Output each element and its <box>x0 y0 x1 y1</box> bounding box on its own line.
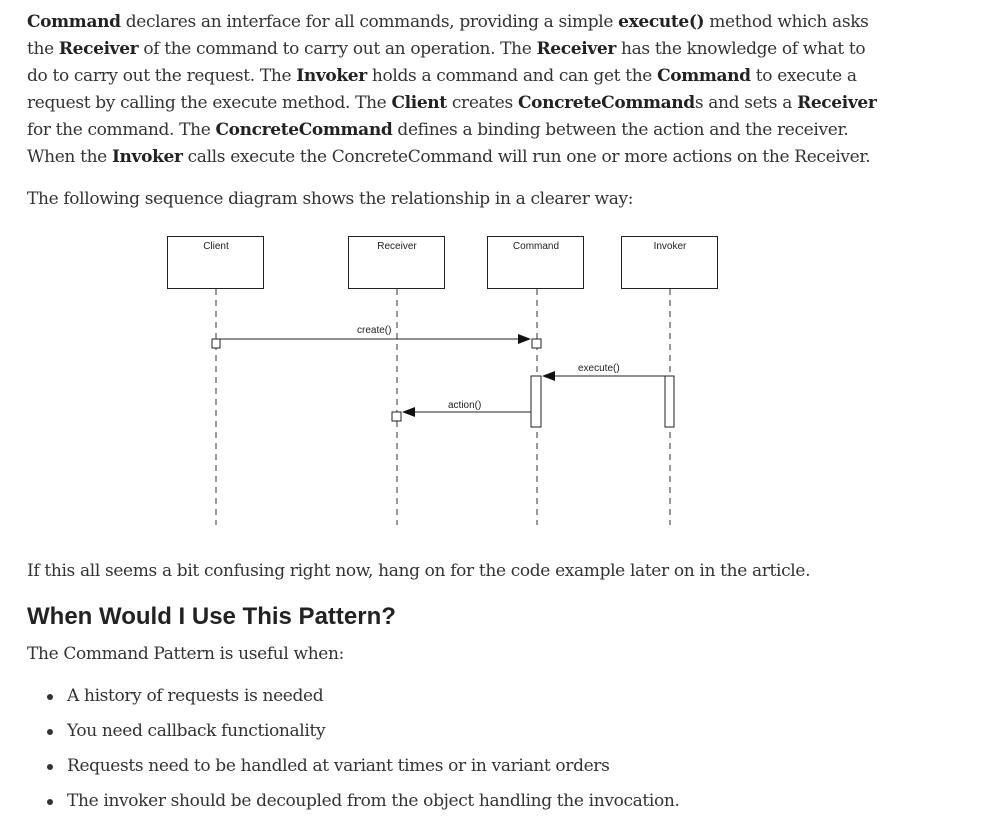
lifeline-label-client: Client <box>203 241 229 252</box>
lifeline-label-invoker: Invoker <box>653 241 687 252</box>
intro-paragraph: Command declares an interface for all commands, providing a simple execute() method which asks the Receiver of the command to carry out an operation. The Receiver has the knowledge of what to do to carry out the request. The Invoker holds a command and can get the Command to execute a request by calling the execute method. The Client creates ConcreteCommands and sets a Receiver for the command. The ConcreteCommand defines a binding between the action and the receiver. When the Invoker calls execute the ConcreteCommand will run one or more actions on the Receiver. <box>27 12 877 167</box>
term-invoker: Invoker <box>111 147 183 167</box>
bullet-icon <box>47 799 53 805</box>
activation-receiver <box>392 412 401 421</box>
lifeline-label-command: Command <box>512 241 560 252</box>
lifeline-label-receiver: Receiver <box>377 241 417 252</box>
bullet-icon <box>47 729 53 735</box>
message-create-arrow <box>518 334 531 344</box>
use-case-list <box>27 683 680 823</box>
activation-command-create <box>532 339 541 348</box>
term-receiver: Receiver <box>536 39 616 59</box>
term-command: Command <box>27 12 121 32</box>
message-create-label: create() <box>357 325 392 336</box>
term-concrete-command: ConcreteCommand <box>215 120 393 140</box>
term-concrete-command: ConcreteCommand <box>517 93 695 113</box>
message-execute-label: execute() <box>578 363 620 374</box>
bullet-icon <box>47 764 53 770</box>
message-action-arrow <box>402 407 415 417</box>
term-command: Command <box>657 66 751 86</box>
activation-client <box>212 339 220 348</box>
sequence-diagram <box>160 230 730 530</box>
message-action-label: action() <box>448 400 482 411</box>
section-heading: When Would I Use This Pattern? <box>27 603 396 630</box>
list-item: A history of requests is needed <box>27 683 680 718</box>
message-execute-arrow <box>542 371 555 381</box>
term-receiver: Receiver <box>58 39 139 59</box>
article-body <box>27 9 887 213</box>
activation-invoker <box>665 376 674 427</box>
list-item: You need callback functionality <box>27 718 680 753</box>
term-execute: execute() <box>618 12 705 32</box>
term-invoker: Invoker <box>296 66 367 86</box>
diagram-intro: The following sequence diagram shows the relationship in a clearer way: <box>27 189 634 209</box>
term-receiver: Receiver <box>797 93 877 113</box>
confusing-note: If this all seems a bit confusing right now, hang on for the code example later on in the article. <box>27 561 811 581</box>
bullet-icon <box>47 694 53 700</box>
section-lead: The Command Pattern is useful when: <box>27 644 344 664</box>
list-item: Requests need to be handled at variant times or in variant orders <box>27 753 680 788</box>
term-client: Client <box>391 93 447 113</box>
activation-command <box>531 376 541 427</box>
list-item: The invoker should be decoupled from the object handling the invocation. <box>27 788 680 823</box>
